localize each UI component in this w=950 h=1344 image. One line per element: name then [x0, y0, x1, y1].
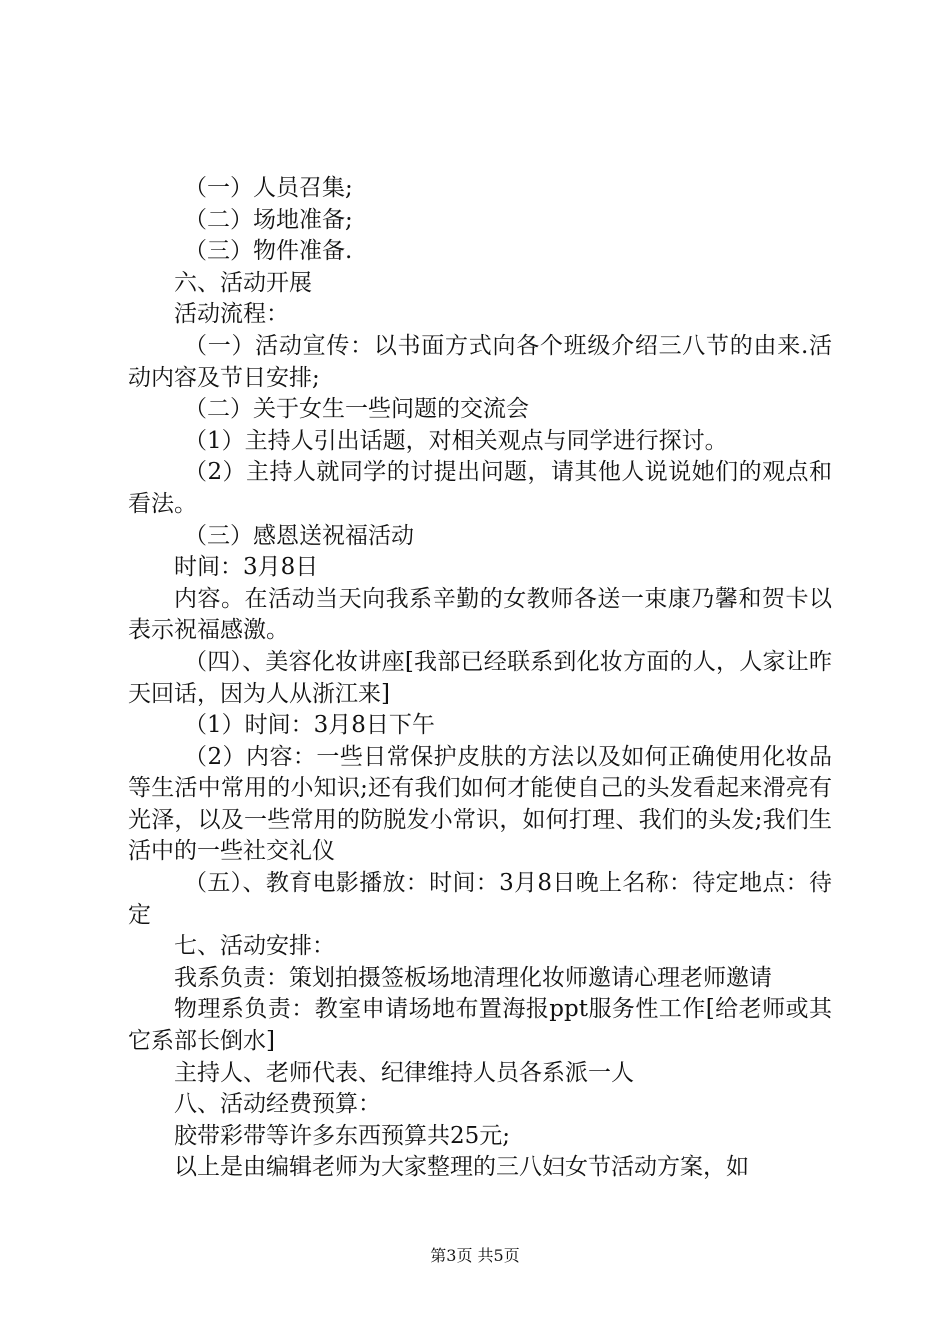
- paragraph-item-3: （三）物件准备.: [184, 238, 353, 265]
- paragraph-item-2: （二）场地准备;: [184, 206, 353, 233]
- paragraph-host-question: （2）主持人就同学的讨提出问题，请其他人说说她们的观点和看法。: [128, 459, 832, 517]
- paragraph-lecture-content: （2）内容：一些日常保护皮肤的方法以及如何正确使用化妆品等生活中常用的小知识;还有我们如何才能使自己的头发看起来滑亮有光泽，以及一些常用的防脱发小常识，如何打理、我们的头发;我们生活中的一些社交礼仪: [128, 743, 832, 865]
- paragraph-hosts: 主持人、老师代表、纪律维持人员各系派一人: [174, 1059, 634, 1086]
- document-body: [128, 173, 832, 1184]
- paragraph-lecture-time: （1）时间：3月8日下午: [184, 712, 435, 739]
- paragraph-exchange-meeting: （二）关于女生一些问题的交流会: [184, 396, 529, 423]
- paragraph-thanks-activity: （三）感恩送祝福活动: [184, 522, 414, 549]
- paragraph-movie: （五）、教育电影播放：时间：3月8日晚上名称：待定地点：待定: [128, 870, 832, 928]
- paragraph-flow-heading: 活动流程：: [174, 301, 289, 328]
- section-heading-7: 七、活动安排：: [174, 933, 335, 960]
- paragraph-makeup-lecture: （四）、美容化妆讲座[我部已经联系到化妆方面的人，人家让昨天回话，因为人从浙江来]: [128, 648, 832, 707]
- paragraph-budget: 胶带彩带等许多东西预算共25元;: [174, 1122, 511, 1149]
- paragraph-content-1: 内容。在活动当天向我系辛勤的女教师各送一束康乃馨和贺卡以表示祝福感激。: [128, 585, 832, 644]
- paragraph-host-topic: （1）主持人引出话题，对相关观点与同学进行探讨。: [184, 427, 728, 454]
- paragraph-item-1: （一）人员召集;: [184, 175, 353, 201]
- page-number-footer: 第3页 共5页: [430, 1246, 520, 1265]
- paragraph-closing: 以上是由编辑老师为大家整理的三八妇女节活动方案，如: [174, 1154, 749, 1181]
- paragraph-our-dept: 我系负责：策划拍摄签板场地清理化妆师邀请心理老师邀请: [174, 964, 772, 991]
- section-heading-6: 六、活动开展: [174, 269, 312, 296]
- section-heading-8: 八、活动经费预算：: [174, 1091, 381, 1118]
- paragraph-activity-promo: （一）活动宣传：以书面方式向各个班级介绍三八节的由来.活动内容及节日安排;: [128, 332, 832, 391]
- paragraph-time-1: 时间：3月8日: [174, 554, 319, 581]
- paragraph-physics-dept: 物理系负责：教室申请场地布置海报ppt服务性工作[给老师或其它系部长倒水]: [128, 996, 832, 1055]
